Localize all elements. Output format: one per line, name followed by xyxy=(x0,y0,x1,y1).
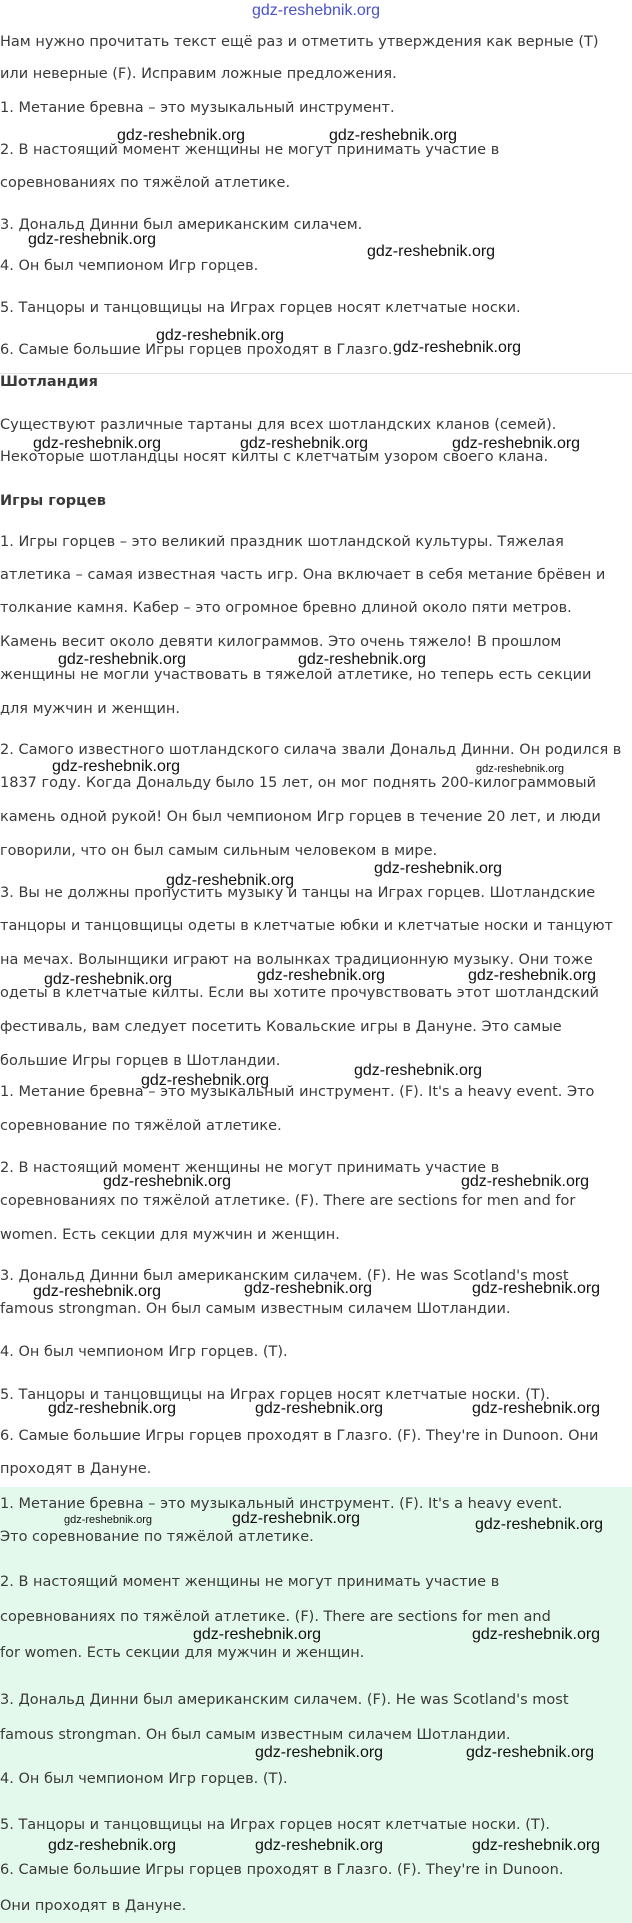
intro-line: или неверные (F). Исправим ложные предложения. xyxy=(0,66,397,82)
watermark: gdz-reshebnik.org xyxy=(103,1173,232,1190)
statement-line: 2. В настоящий момент женщины не могут принимать участие в xyxy=(0,142,500,158)
watermark: gdz-reshebnik.org xyxy=(33,1283,162,1300)
watermark: gdz-reshebnik.org xyxy=(166,872,295,889)
answer-line: соревнованиях по тяжёлой атлетике. (F). There are sections for men and for xyxy=(0,1193,576,1209)
watermark: gdz-reshebnik.org xyxy=(156,327,285,344)
statement-line: соревнованиях по тяжёлой атлетике. xyxy=(0,175,291,191)
highlighted-answer-line: for women. Есть секции для мужчин и женщин. xyxy=(0,1645,365,1661)
statement-line: 4. Он был чемпионом Игр горцев. xyxy=(0,258,259,274)
statement-line: 1. Метание бревна – это музыкальный инструмент. xyxy=(0,100,395,116)
text-line: танцоры и танцовщицы одеты в клетчатые юбки и клетчатые носки и танцуют xyxy=(0,918,614,934)
watermark: gdz-reshebnik.org xyxy=(44,971,173,988)
watermark: gdz-reshebnik.org xyxy=(354,1062,483,1079)
answer-line: women. Есть секции для мужчин и женщин. xyxy=(0,1227,340,1243)
watermark: gdz-reshebnik.org xyxy=(48,1400,177,1417)
highlighted-answer-line: 3. Дональд Динни был американским силачем. (F). He was Scotland's most xyxy=(0,1692,569,1708)
site-link[interactable]: gdz-reshebnik.org xyxy=(251,2,381,19)
text-line: Существуют различные тартаны для всех шотландских кланов (семей). xyxy=(0,417,557,433)
watermark: gdz-reshebnik.org xyxy=(475,1516,604,1533)
watermark: gdz-reshebnik.org xyxy=(141,1072,270,1089)
watermark: gdz-reshebnik.org xyxy=(244,1280,373,1297)
watermark: gdz-reshebnik.org xyxy=(476,763,565,775)
text-line: 2. Самого известного шотландского силача звали Дональд Динни. Он родился в xyxy=(0,742,622,758)
text-line: Камень весит около девяти килограммов. Это очень тяжело! В прошлом xyxy=(0,634,562,650)
watermark: gdz-reshebnik.org xyxy=(255,1744,384,1761)
highlighted-answer-line: 5. Танцоры и танцовщицы на Играх горцев носят клетчатые носки. (T). xyxy=(0,1817,551,1833)
highlighted-answer-line: 6. Самые большие Игры горцев проходят в Глазго. (F). They're in Dunoon. xyxy=(0,1862,564,1878)
highlighted-answer-line: Они проходят в Дануне. xyxy=(0,1898,187,1914)
text-line: одеты в клетчатые килты. Если вы хотите прочувствовать этот шотландский xyxy=(0,985,599,1001)
highlighted-answer-line: famous strongman. Он был самым известным силачем Шотландии. xyxy=(0,1727,511,1743)
watermark: gdz-reshebnik.org xyxy=(452,435,581,452)
watermark: gdz-reshebnik.org xyxy=(374,860,503,877)
watermark: gdz-reshebnik.org xyxy=(28,231,157,248)
answer-line: 1. Метание бревна – это музыкальный инструмент. (F). It's a heavy event. Это xyxy=(0,1084,595,1100)
statement-line: 3. Дональд Динни был американским силачем. xyxy=(0,217,363,233)
watermark: gdz-reshebnik.org xyxy=(240,435,369,452)
statement-line: 5. Танцоры и танцовщицы на Играх горцев носят клетчатые носки. xyxy=(0,300,521,316)
watermark: gdz-reshebnik.org xyxy=(58,651,187,668)
text-line: толкание камня. Кабер – это огромное бревно длиной около пяти метров. xyxy=(0,600,572,616)
answer-line: проходят в Дануне. xyxy=(0,1461,152,1477)
watermark: gdz-reshebnik.org xyxy=(52,758,181,775)
watermark: gdz-reshebnik.org xyxy=(298,651,427,668)
answer-line: 2. В настоящий момент женщины не могут принимать участие в xyxy=(0,1160,500,1176)
watermark: gdz-reshebnik.org xyxy=(466,1744,595,1761)
text-line: большие Игры горцев в Шотландии. xyxy=(0,1053,281,1069)
answer-line: 6. Самые большие Игры горцев проходят в Глазго. (F). They're in Dunoon. Они xyxy=(0,1428,599,1444)
text-line: камень одной рукой! Он был чемпионом Игр горцев в течение 20 лет, и люди xyxy=(0,809,601,825)
watermark: gdz-reshebnik.org xyxy=(468,967,597,984)
text-line: 1837 году. Когда Дональду было 15 лет, он мог поднять 200-килограммовый xyxy=(0,775,597,791)
highlighted-answer-line: 4. Он был чемпионом Игр горцев. (T). xyxy=(0,1771,288,1787)
watermark: gdz-reshebnik.org xyxy=(232,1510,361,1527)
section-heading-highland-games: Игры горцев xyxy=(0,493,106,509)
watermark: gdz-reshebnik.org xyxy=(33,435,162,452)
watermark: gdz-reshebnik.org xyxy=(117,127,246,144)
watermark: gdz-reshebnik.org xyxy=(255,1400,384,1417)
watermark: gdz-reshebnik.org xyxy=(255,1837,384,1854)
text-line: 1. Игры горцев – это великий праздник шотландской культуры. Тяжелая xyxy=(0,534,564,550)
statement-line: 6. Самые большие Игры горцев проходят в Глазго. xyxy=(0,342,393,358)
watermark: gdz-reshebnik.org xyxy=(393,339,522,356)
highlighted-answer-line: 2. В настоящий момент женщины не могут принимать участие в xyxy=(0,1574,500,1590)
answer-line: famous strongman. Он был самым известным силачем Шотландии. xyxy=(0,1301,511,1317)
text-line: на мечах. Волынщики играют на волынках традиционную музыку. Они тоже xyxy=(0,952,593,968)
section-heading-scotland: Шотландия xyxy=(0,374,98,390)
answer-line: 3. Дональд Динни был американским силачем. (F). He was Scotland's most xyxy=(0,1268,569,1284)
text-line: говорили, что он был самым сильным человеком в мире. xyxy=(0,843,438,859)
watermark: gdz-reshebnik.org xyxy=(329,127,458,144)
watermark: gdz-reshebnik.org xyxy=(257,967,386,984)
text-line: женщины не могли участвовать в тяжелой атлетике, но теперь есть секции xyxy=(0,667,592,683)
watermark: gdz-reshebnik.org xyxy=(461,1173,590,1190)
answer-line: соревнование по тяжёлой атлетике. xyxy=(0,1118,282,1134)
answer-line: 4. Он был чемпионом Игр горцев. (T). xyxy=(0,1344,288,1360)
watermark: gdz-reshebnik.org xyxy=(472,1280,601,1297)
watermark: gdz-reshebnik.org xyxy=(472,1626,601,1643)
watermark: gdz-reshebnik.org xyxy=(48,1837,177,1854)
watermark: gdz-reshebnik.org xyxy=(472,1837,601,1854)
watermark: gdz-reshebnik.org xyxy=(472,1400,601,1417)
answer-line: 5. Танцоры и танцовщицы на Играх горцев носят клетчатые носки. (T). xyxy=(0,1387,551,1403)
highlighted-answer-line: 1. Метание бревна – это музыкальный инструмент. (F). It's a heavy event. xyxy=(0,1496,563,1512)
highlighted-answer-line: Это соревнование по тяжёлой атлетике. xyxy=(0,1529,314,1545)
watermark: gdz-reshebnik.org xyxy=(64,1514,153,1526)
text-line: фестиваль, вам следует посетить Ковальские игры в Дануне. Это самые xyxy=(0,1019,562,1035)
text-line: Некоторые шотландцы носят килты с клетчатым узором своего клана. xyxy=(0,449,549,465)
text-line: атлетика – самая известная часть игр. Она включает в себя метание брёвен и xyxy=(0,567,606,583)
highlighted-answer-line: соревнованиях по тяжёлой атлетике. (F). There are sections for men and xyxy=(0,1609,551,1625)
watermark: gdz-reshebnik.org xyxy=(367,243,496,260)
text-line: для мужчин и женщин. xyxy=(0,701,180,717)
watermark: gdz-reshebnik.org xyxy=(193,1626,322,1643)
intro-line: Нам нужно прочитать текст ещё раз и отметить утверждения как верные (T) xyxy=(0,34,599,50)
text-line: 3. Вы не должны пропустить музыку и танцы на Играх горцев. Шотландские xyxy=(0,885,596,901)
